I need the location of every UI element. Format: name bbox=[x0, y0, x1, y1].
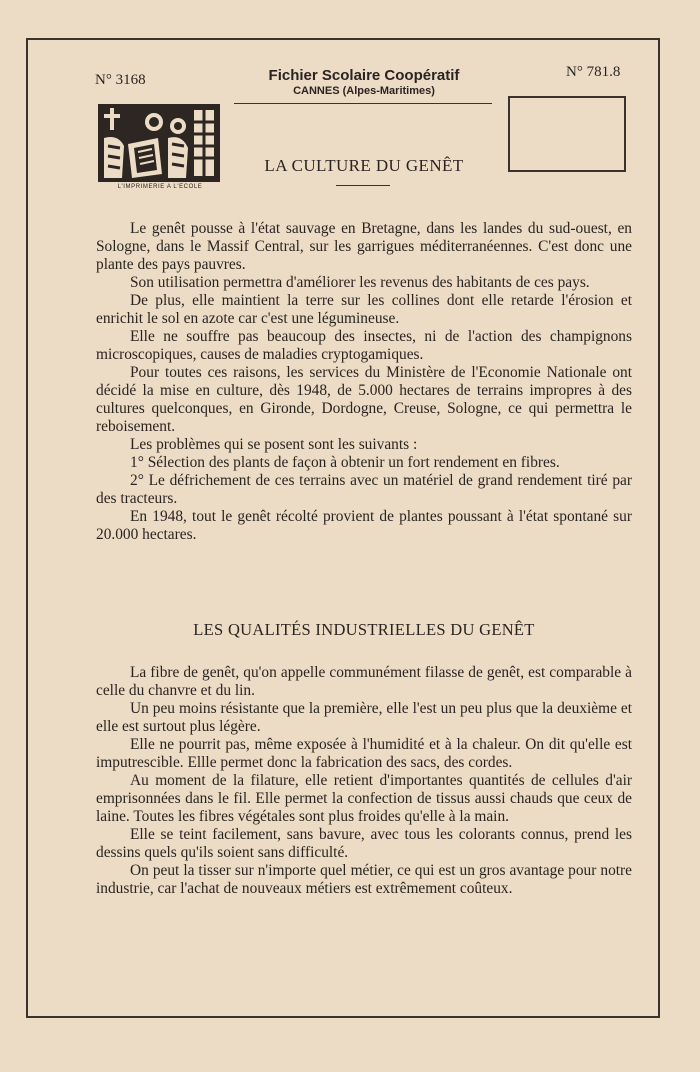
logo-caption: L'IMPRIMERIE A L'ECOLE bbox=[117, 184, 203, 190]
paragraph: La fibre de genêt, qu'on appelle communément filasse de genêt, est comparable à celle du chanvre et du lin. bbox=[96, 664, 632, 699]
paragraph: De plus, elle maintient la terre sur les collines dont elle retarde l'érosion et enrichit le sol en azote car c'est une légumineuse. bbox=[96, 292, 632, 327]
paragraph: Les problèmes qui se posent sont les suivants : bbox=[130, 436, 418, 453]
paragraph: 2° Le défrichement de ces terrains avec un matériel de grand rendement tiré par des tracteurs. bbox=[96, 472, 632, 507]
printing-press-logo bbox=[98, 104, 220, 182]
paragraph: Au moment de la filature, elle retient d'importantes quantités de cellules d'air emprisonnées dans le fil. Elle permet la confection de tissus aussi chauds que ceux de laine. Toutes les fibres végétales sont plus froides qu'elle à la main. bbox=[96, 772, 632, 825]
publisher-city: CANNES (Alpes-Maritimes) bbox=[293, 85, 435, 97]
paragraph: 1° Sélection des plants de façon à obtenir un fort rendement en fibres. bbox=[130, 454, 560, 471]
paragraph: Elle ne pourrit pas, même exposée à l'humidité et à la chaleur. On dit qu'elle est imputrescible. Ellle permet donc la fabrication des sacs, des cordes. bbox=[96, 736, 632, 771]
section2-title: LES QUALITÉS INDUSTRIELLES DU GENÊT bbox=[193, 620, 535, 639]
title-rule bbox=[336, 185, 390, 186]
publisher-name: Fichier Scolaire Coopératif bbox=[268, 67, 460, 84]
paragraph: Un peu moins résistante que la première, elle l'est un peu plus que la deuxième et elle est surtout plus légère. bbox=[96, 700, 632, 735]
paragraph: Le genêt pousse à l'état sauvage en Bretagne, dans les landes du sud-ouest, en Sologne, dans le Massif Central, sur les garrigues méditerranéennes. C'est donc une plante des pays pauvres. bbox=[96, 220, 632, 273]
paragraph: Pour toutes ces raisons, les services du Ministère de l'Economie Nationale ont décidé la mise en culture, dès 1948, de 5.000 hectares de terrains impropres à des cultures quelconques, en Gironde, Dordogne, Creuse, Sologne, ce qui permettra le reboisement. bbox=[96, 364, 632, 435]
paragraph: Elle se teint facilement, sans bavure, avec tous les colorants connus, prend les dessins quels qu'ils soient sans difficulté. bbox=[96, 826, 632, 861]
section1-title: LA CULTURE DU GENÊT bbox=[264, 156, 464, 175]
paragraph: En 1948, tout le genêt récolté provient de plantes poussant à l'état spontané sur 20.000 hectares. bbox=[96, 508, 632, 543]
header-rule bbox=[234, 103, 492, 104]
paragraph: Elle ne souffre pas beaucoup des insectes, ni de l'action des champignons microscopiques, causes de maladies cryptogamiques. bbox=[96, 328, 632, 363]
paragraph: Son utilisation permettra d'améliorer les revenus des habitants de ces pays. bbox=[130, 274, 590, 291]
card-number-right: N° 781.8 bbox=[566, 64, 621, 80]
stamp-box bbox=[508, 96, 626, 172]
card-number-left: N° 3168 bbox=[95, 72, 146, 88]
section2-body bbox=[96, 664, 632, 898]
paragraph: On peut la tisser sur n'importe quel métier, ce qui est un gros avantage pour notre industrie, car l'achat de nouveaux métiers est extrêmement coûteux. bbox=[96, 862, 632, 897]
section1-body bbox=[96, 220, 632, 544]
